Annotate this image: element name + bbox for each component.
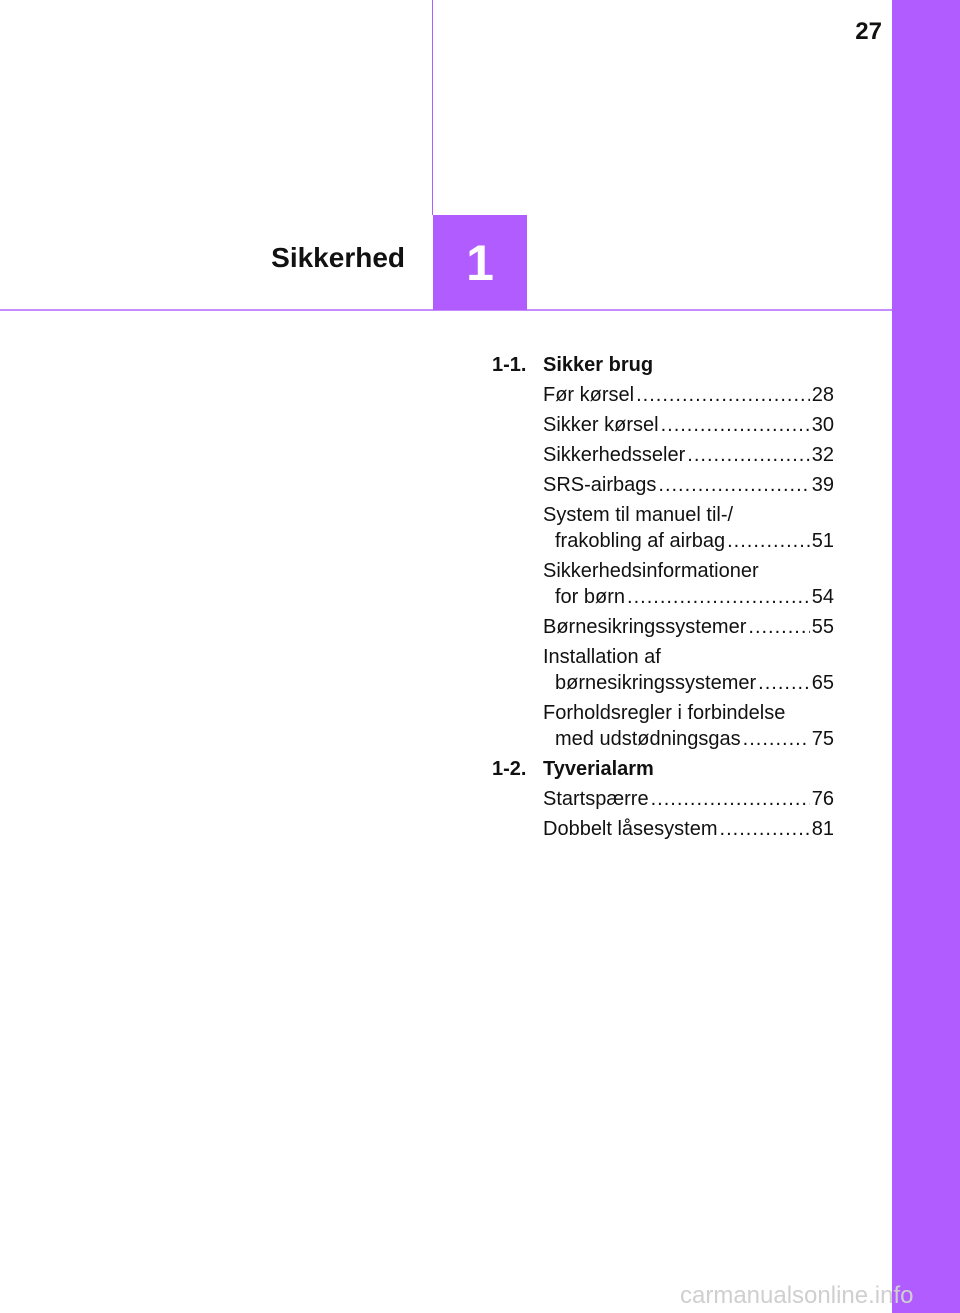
entry-page: 65 [811,672,834,694]
entry-page: 39 [811,474,834,496]
toc-entry[interactable] [543,502,834,554]
section-number: 1-2. [492,758,527,780]
dot-leader [743,726,810,752]
dot-leader [720,816,810,842]
toc-entry[interactable] [543,558,834,610]
toc-entry[interactable] [543,614,834,640]
dot-leader [627,584,810,610]
entry-label: System til manuel til-/ [543,504,734,526]
table-of-contents [492,352,834,846]
toc-entry[interactable] [543,382,834,408]
toc-entry[interactable] [543,442,834,468]
dot-leader [748,614,809,640]
toc-entry[interactable] [543,786,834,812]
entry-page: 32 [811,444,834,466]
entry-page: 75 [811,728,834,750]
toc-entry[interactable] [543,700,834,752]
entry-page: 55 [811,616,834,638]
toc-section-header [492,352,834,378]
dot-leader [687,442,809,468]
entry-label: Sikkerhedsinformationer [543,560,759,582]
entry-label: Forholdsregler i forbindelse [543,702,786,724]
entry-label: Sikker kørsel [543,414,659,436]
vertical-rule [432,0,433,215]
toc-section-header [492,756,834,782]
entry-label: Installation af [543,646,661,668]
toc-entry[interactable] [543,472,834,498]
dot-leader [661,412,810,438]
section-title: Sikker brug [543,354,654,376]
watermark: carmanualsonline.info [680,1282,914,1309]
chapter-number-box: 1 [433,215,527,310]
toc-entry[interactable] [543,644,834,696]
chapter-title: Sikkerhed [271,242,405,273]
entry-page: 81 [811,818,834,840]
page-number: 27 [855,18,882,45]
entry-label-continued: børnesikringssystemer [555,672,757,694]
entry-label: Startspærre [543,788,649,810]
entry-label: SRS-airbags [543,474,657,496]
entry-page: 54 [811,586,834,608]
entry-label: Sikkerhedsseler [543,444,686,466]
entry-page: 28 [811,384,834,406]
toc-entry[interactable] [543,816,834,842]
entry-label-continued: for børn [555,586,626,608]
toc-entry[interactable] [543,412,834,438]
entry-page: 76 [811,788,834,810]
dot-leader [758,670,810,696]
entry-page: 51 [811,530,834,552]
section-number: 1-1. [492,354,527,376]
entry-label: Børnesikringssystemer [543,616,747,638]
dot-leader [658,472,809,498]
entry-label: Dobbelt låsesystem [543,818,718,840]
section-title: Tyverialarm [543,758,654,780]
dot-leader [727,528,810,554]
chapter-side-tab [892,0,960,1313]
entry-label-continued: frakobling af airbag [555,530,726,552]
entry-page: 30 [811,414,834,436]
entry-label-continued: med udstødningsgas [555,728,741,750]
dot-leader [636,382,810,408]
dot-leader [651,786,810,812]
entry-label: Før kørsel [543,384,635,406]
